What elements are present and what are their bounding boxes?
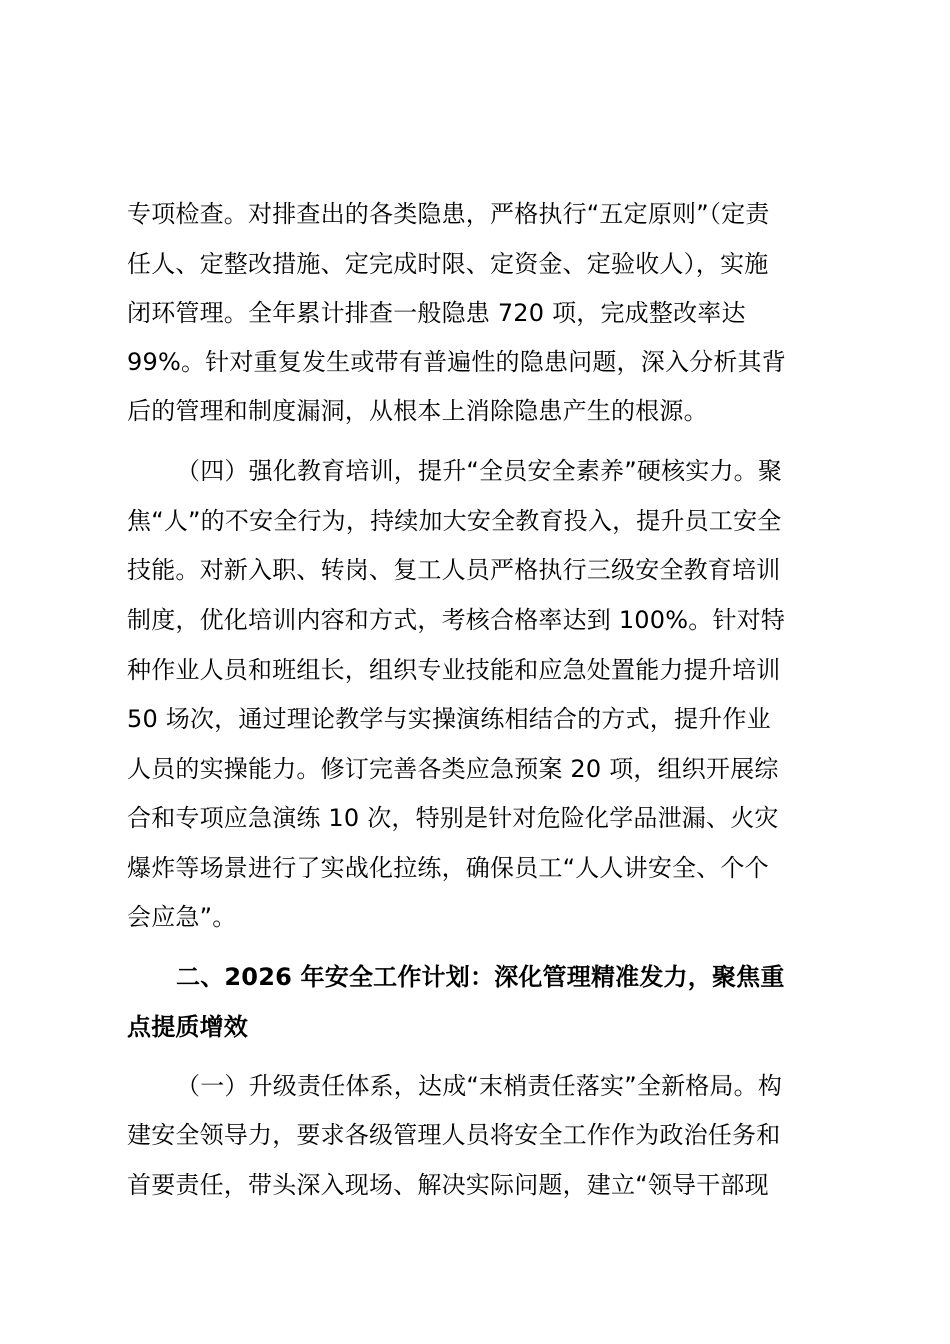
heading-line: 点提质增效	[127, 1013, 248, 1041]
text-line: （一）升级责任体系，达成“末梢责任落实”全新格局。构	[176, 1072, 783, 1100]
text-line: 专项检查。对排查出的各类隐患，严格执行“五定原则”（定责	[127, 200, 770, 228]
text-line: （四）强化教育培训，提升“全员安全素养”硬核实力。聚	[176, 457, 783, 485]
text-line: 任人、定整改措施、定完成时限、定资金、定验收人），实施	[127, 250, 769, 278]
text-line: 首要责任，带头深入现场、解决实际问题，建立“领导干部现	[127, 1171, 769, 1199]
text-line: 制度，优化培训内容和方式，考核合格率达到 100%。针对特	[127, 606, 786, 634]
text-line: 会应急”。	[127, 903, 237, 931]
text-line: 爆炸等场景进行了实战化拉练，确保员工“人人讲安全、个个	[127, 854, 769, 882]
heading-line: 二、2026 年安全工作计划：深化管理精准发力，聚焦重	[176, 963, 785, 991]
text-line: 合和专项应急演练 10 次，特别是针对危险化学品泄漏、火灾	[127, 804, 779, 832]
text-line: 人员的实操能力。修订完善各类应急预案 20 项，组织开展综	[127, 755, 779, 783]
text-line: 技能。对新入职、转岗、复工人员严格执行三级安全教育培训	[127, 556, 781, 584]
text-line: 种作业人员和班组长，组织专业技能和应急处置能力提升培训	[127, 656, 781, 684]
text-line: 后的管理和制度漏洞，从根本上消除隐患产生的根源。	[127, 397, 708, 425]
text-line: 50 场次，通过理论教学与实操演练相结合的方式，提升作业	[127, 705, 771, 733]
text-line: 建安全领导力，要求各级管理人员将安全工作作为政治任务和	[127, 1121, 781, 1149]
text-line: 焦“人”的不安全行为，持续加大安全教育投入，提升员工安全	[127, 507, 782, 535]
text-line: 闭环管理。全年累计排查一般隐患 720 项，完成整改率达	[127, 299, 746, 327]
text-line: 99%。针对重复发生或带有普遍性的隐患问题，深入分析其背	[127, 348, 786, 376]
